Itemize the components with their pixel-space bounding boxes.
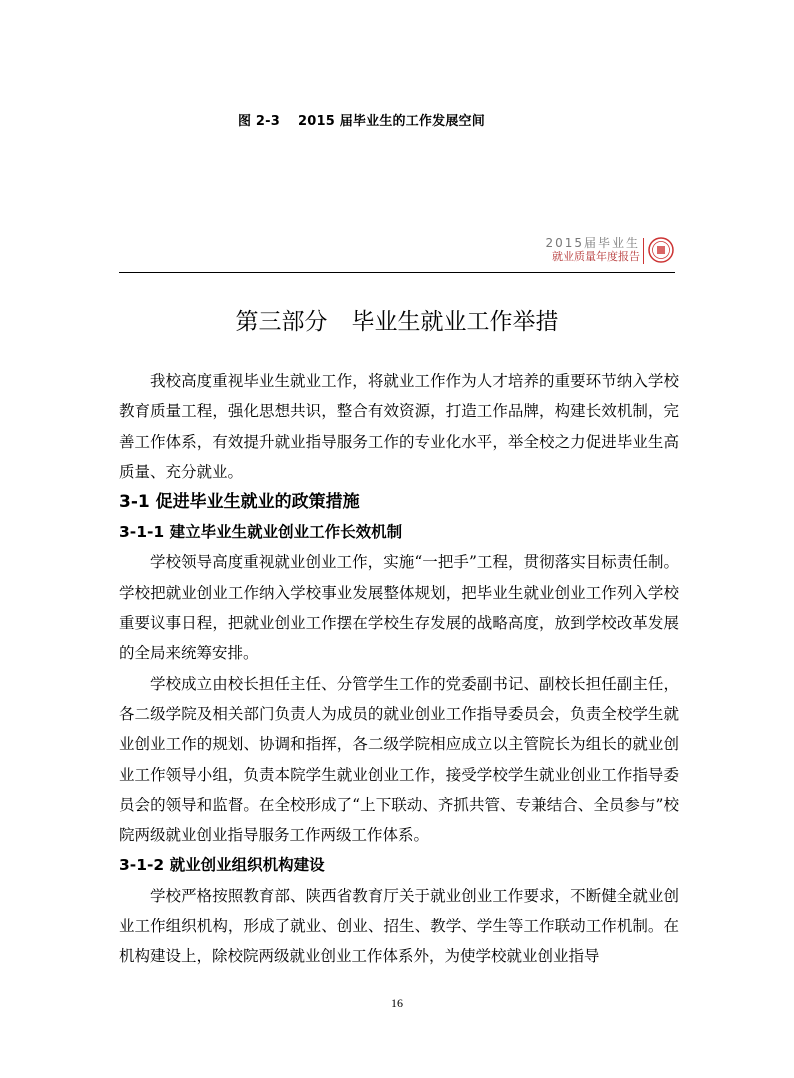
badge-year-line: 2015届毕业生 xyxy=(545,236,640,250)
paragraph: 学校成立由校长担任主任、分管学生工作的党委副书记、副校长担任副主任，各二级学院及相关部门负责人为成员的就业创业工作指导委员会，负责全校学生就业创业工作的规划、协调和指挥，各二级学院相应成立以主管院长为组长的就业创业工作领导小组，负责本院学生就业创业工作，接受学校学生就业创业工作指导委员会的领导和监督。在全校形成了“上下联动、齐抓共管、专兼结合、全员参与”校院两级就业创业指导服务工作两级工作体系。 xyxy=(119,674,679,845)
section-heading-3-1: 3-1 促进毕业生就业的政策措施 xyxy=(119,492,360,513)
badge-report-line: 就业质量年度报告 xyxy=(552,250,640,263)
paragraph: 学校领导高度重视就业创业工作，实施“一把手”工程，贯彻落实目标责任制。学校把就业创业工作纳入学校事业发展整体规划，把毕业生就业创业工作列入学校重要议事日程，把就业创业工作摆在学校生存发展的战略高度，放到学校改革发展的全局来统筹安排。 xyxy=(119,553,679,663)
part-label: 第三部分 xyxy=(235,309,328,335)
figure-number: 图 2-3 xyxy=(238,114,281,129)
paragraph: 学校严格按照教育部、陕西省教育厅关于就业创业工作要求，不断健全就业创业工作组织机构，形成了就业、创业、招生、教学、学生等工作联动工作机制。在机构建设上，除校院两级就业创业工作体系外，为使学校就业创业指导 xyxy=(119,886,679,966)
badge-divider xyxy=(643,238,644,264)
badge-text xyxy=(545,236,640,264)
part-title xyxy=(0,303,794,336)
figure-title: 2015 届毕业生的工作发展空间 xyxy=(298,114,485,129)
header-rule xyxy=(119,272,675,273)
page-number: 16 xyxy=(391,996,403,1010)
section-heading-3-1-2: 3-1-2 就业创业组织机构建设 xyxy=(119,856,325,875)
university-seal-icon xyxy=(648,237,674,263)
document-body xyxy=(119,366,679,972)
section-heading-3-1-1: 3-1-1 建立毕业生就业创业工作长效机制 xyxy=(119,523,403,542)
part-heading: 毕业生就业工作举措 xyxy=(351,309,559,335)
figure-caption xyxy=(238,110,485,129)
intro-paragraph: 我校高度重视毕业生就业工作，将就业工作作为人才培养的重要环节纳入学校教育质量工程，强化思想共识，整合有效资源，打造工作品牌，构建长效机制，完善工作体系，有效提升就业指导服务工作的专业化水平，举全校之力促进毕业生高质量、充分就业。 xyxy=(119,372,679,481)
report-header-badge xyxy=(545,236,676,266)
